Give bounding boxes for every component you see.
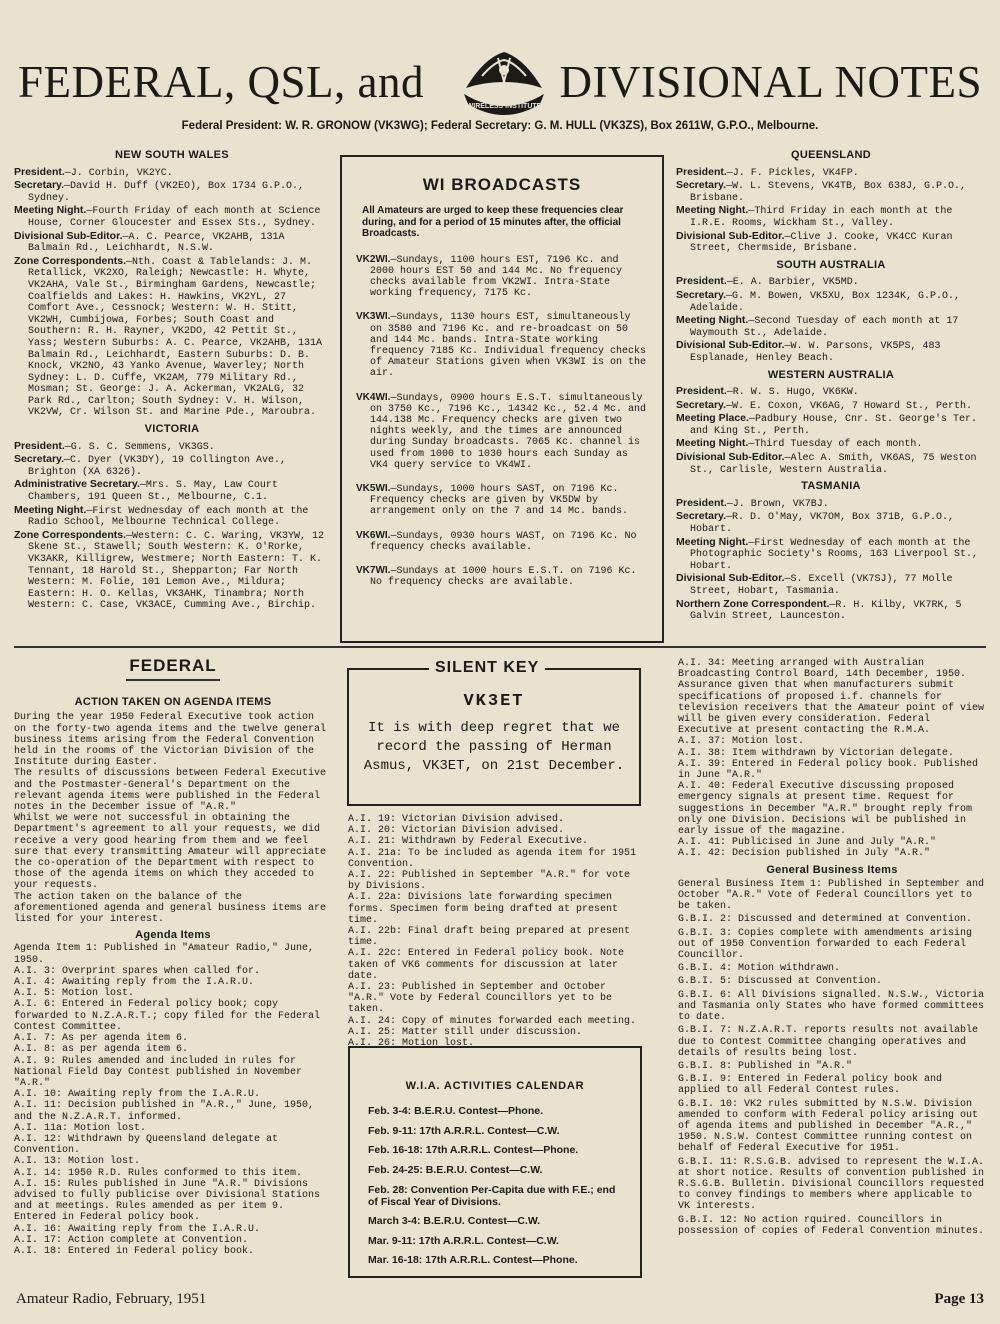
vic-meeting: Meeting Night.—First Wednesday of each month at the Radio School, Melbourne Technical College. bbox=[14, 503, 309, 529]
gbi-item: General Business Item 1: Published in September and October "A.R." Vote of Federal Councillors yet to be taken. bbox=[678, 878, 985, 913]
gbi-item: G.B.I. 4: Motion withdrawn. bbox=[678, 963, 841, 975]
agenda-item: A.I. 16: Awaiting reply from the I.A.R.U. bbox=[14, 1223, 261, 1235]
agenda-item: A.I. 4: Awaiting reply from the I.A.R.U. bbox=[14, 977, 255, 989]
agenda-item: A.I. 12: Withdrawn by Queensland delegate at Convention. bbox=[14, 1133, 279, 1157]
agenda-item: A.I. 22: Published in September "A.R." for vote by Divisions. bbox=[348, 870, 631, 893]
wa-meeting: Meeting Night.—Third Tuesday of each month. bbox=[676, 437, 923, 451]
calendar-title: W.I.A. ACTIVITIES CALENDAR bbox=[405, 1080, 585, 1092]
gbi-item: G.B.I. 6: All Divisions signalled. N.S.W., Victoria and Tasmania only States who have formed committees to date. bbox=[678, 989, 985, 1024]
wi-item: VK6WI.—Sundays, 0930 hours WAST, on 7196 Kc. No frequency checks available. bbox=[356, 529, 637, 553]
masthead-left-title: FEDERAL, QSL, and bbox=[18, 57, 424, 107]
wi-item: VK4WI.—Sundays, 0900 hours E.S.T. simultaneously on 3750 Kc., 7196 Kc., 14342 Kc., 52.4 Mc. and 144.138 Mc. Frequency checks are given two nights weekly, and the times are announced during Sunday broadcasts. 7065 Kc. channel is used from 1000 to 1030 hours each Sunday as VK4 query service to VK4WI. bbox=[356, 391, 647, 471]
gbi-item: G.B.I. 8: Published in "A.R." bbox=[678, 1060, 853, 1072]
gbi-item: G.B.I. 5: Discussed at Convention. bbox=[678, 976, 883, 988]
tas-subeditor: Divisional Sub-Editor.—S. Excell (VK7SJ), 77 Molle Street, Hobart, Tasmania. bbox=[676, 572, 953, 597]
silent-key-box bbox=[347, 659, 641, 806]
federal-title: FEDERAL bbox=[129, 656, 217, 675]
wia-emblem-icon bbox=[454, 48, 554, 120]
gbi-item: G.B.I. 12: No action rquired. Councillors in possession of copies of Federal Convention minutes. bbox=[678, 1214, 985, 1237]
agenda-item: A.I. 23: Published in September and October "A.R." Vote by Federal Councillors yet to be taken. bbox=[348, 982, 613, 1016]
calendar-row: Feb. 16-18: 17th A.R.R.L. Contest—Phone. bbox=[368, 1144, 579, 1156]
agenda-item: A.I. 18: Entered in Federal policy book. bbox=[14, 1245, 255, 1257]
sa-subeditor: Divisional Sub-Editor.—W. W. Parsons, VK5PS, 483 Esplanade, Henley Beach. bbox=[676, 339, 941, 364]
agenda-item: A.I. 40: Federal Executive discussing proposed emergency signals at present time. Request for suggestions in December "A.R." brought reply from only one Division. Decisions wil be published in early issue of the magazine. bbox=[678, 781, 973, 838]
silent-key-callsign: VK3ET bbox=[463, 692, 525, 711]
agenda-heading: Agenda Items bbox=[135, 929, 211, 942]
vic-secretary: Secretary.—C. Dyer (VK3DY), 19 Collington Ave., Brighton (XA 6326). bbox=[14, 453, 287, 478]
agenda-item: A.I. 19: Victorian Division advised. bbox=[348, 814, 565, 825]
federal-officers: Federal President: W. R. GRONOW (VK3WG); Federal Secretary: G. M. HULL (VK3ZS), Box 2611W, G.P.O., Melbourne. bbox=[181, 120, 819, 132]
qld-subeditor: Divisional Sub-Editor.—Clive J. Cooke, VK4CC Kuran Street, Chermside, Brisbane. bbox=[676, 229, 953, 255]
title-underline bbox=[126, 679, 220, 681]
footer-page-number: Page 13 bbox=[934, 1291, 984, 1307]
wa-heading: WESTERN AUSTRALIA bbox=[767, 368, 895, 381]
agenda-item: A.I. 37: Motion lost. bbox=[678, 736, 805, 748]
vic-president: President.—G. S. C. Semmens, VK3GS. bbox=[14, 439, 215, 453]
footer-publication: Amateur Radio, February, 1951 bbox=[16, 1291, 207, 1307]
agenda-item: A.I. 22b: Final draft being prepared at present time. bbox=[348, 926, 631, 949]
wa-subeditor: Divisional Sub-Editor.—Alec A. Smith, VK6AS, 75 Weston St., Carlisle, Western Australia. bbox=[676, 451, 977, 476]
sa-president: President.—E. A. Barbier, VK5MD. bbox=[676, 275, 859, 289]
sa-heading: SOUTH AUSTRALIA bbox=[776, 258, 886, 271]
wi-broadcasts-title: WI BROADCASTS bbox=[422, 175, 582, 194]
gbi-item: G.B.I. 3: Copies complete with amendments arising out of 1950 Convention forwarded to each Federal Councillor. bbox=[678, 927, 973, 962]
middle-agenda-column bbox=[348, 814, 648, 1049]
agenda-item: A.I. 22c: Entered in Federal policy book. Note taken of VK6 comments for discussion at later date. bbox=[348, 948, 625, 982]
agenda-item: A.I. 21: Withdrawn by Federal Executive. bbox=[348, 836, 589, 848]
sa-secretary: Secretary.—G. M. Bowen, VK5XU, Box 1234K, G.P.O., Adelaide. bbox=[676, 288, 961, 314]
vic-zone: Zone Correspondents.—Western: C. C. Waring, VK3YW, 12 Skene St., Stawell; South Western: K. O'Rorke, VK3AKR, Killigrew, Westmere; North Eastern: T. K. Tennant, 18 Harold St., Shepparton; Far North Western: M. Folie, 101 Lemon Ave., Mildura; Eastern: H. O. Kellas, VK3AHK, Tinambra; North Western: C. Case, VK3ACE, Cumming Ave., Birchip. bbox=[14, 528, 325, 612]
nsw-zone: Zone Correspondents.—Nth. Coast & Tablelands: J. M. Retallick, VK2XO, Raleigh; Newcastle: H. Whyte, VK2AHA, Vale St., Birmingham Gardens, Newcastle; Coalfields and Lakes: H. Hawkins, VK2YL, 27 Comfort Ave., Cessnock; Western: W. H. Stitt, VK2WH, Cumbijowa, Forbes; South Coast and Southern: R. H. Rayner, VK2DO, 42 Pettit St., Yass; Western Suburbs: A. C. Pearce, VK2AHB, 131A Balmain Rd., Leichhardt, Eastern Suburbs: D. B. Knock, VK2NO, 43 Yanko Avenue, Waverley; North Sydney: L. D. Cuffe, VK2AM, 779 Military Rd., Mosman; St. George: J. A. Ackerman, VK2ALG, 32 Park Rd., Carlton; South Sydney: V. H. Wilson, VK2VW, Cr. Wilson St. and Marine Pde., Maroubra. bbox=[14, 254, 323, 419]
agenda-item: A.I. 3: Overprint spares when called for. bbox=[14, 965, 261, 977]
tas-president: President.—J. Brown, VK7BJ. bbox=[676, 496, 829, 510]
wi-broadcasts-box bbox=[340, 155, 664, 643]
nsw-heading: NEW SOUTH WALES bbox=[115, 149, 229, 161]
nsw-secretary: Secretary.—David H. Duff (VK2EO), Box 1734 G.P.O., Sydney. bbox=[14, 179, 305, 204]
wi-broadcasts-intro: All Amateurs are urged to keep these frequencies clear during, and for a period of 15 minutes after, the official Broadcasts. bbox=[362, 205, 624, 239]
paragraph: The results of discussions between Federal Executive and the Postmaster-General's Department on the relevant agenda items were published in the Federal notes in the December issue of "A.R." bbox=[14, 768, 327, 814]
svg-text:WIRELESS INSTITUTE: WIRELESS INSTITUTE bbox=[466, 103, 542, 110]
agenda-item: A.I. 10: Awaiting reply from the I.A.R.U. bbox=[14, 1089, 261, 1101]
calendar-row: Feb. 28: Convention Per-Capita due with F.E.; end of Fiscal Year of Divisions. bbox=[368, 1184, 616, 1208]
agenda-item: A.I. 8: as per agenda item 6. bbox=[14, 1044, 189, 1056]
wi-item: VK2WI.—Sundays, 1100 hours EST, 7196 Kc. and 2000 hours EST 50 and 144 Mc. No frequency checks available from VK2WI. Intra-State working frequency, 7175 Kc. bbox=[356, 253, 623, 300]
agenda-item: A.I. 24: Copy of minutes forwarded each meeting. bbox=[348, 1015, 637, 1027]
agenda-item: A.I. 39: Entered in Federal policy book. Published in June "A.R." bbox=[678, 758, 979, 782]
agenda-item: A.I. 34: Meeting arranged with Australian Broadcasting Control Board, 14th December, 1950. Assurance given that when manufacturers submit specifications of proposed i.f. channels for television receivers that the Amateur point of view will be given every consideration. Federal Executive at present contacting the R.M.A. bbox=[678, 658, 985, 737]
gbi-item: G.B.I. 10: VK2 rules submitted by N.S.W. Division amended to conform with Federal policy arising out of agenda items and published in December "A.R.," 1950. N.S.W. Contest Committee running contest on behalf of Federal Executive for 1951. bbox=[678, 1098, 979, 1155]
nsw-subeditor: Divisional Sub-Editor.—A. C. Pearce, VK2AHB, 131A Balmain Rd., Leichhardt, N.S.W. bbox=[14, 229, 285, 255]
agenda-item: A.I. 11a: Motion lost. bbox=[14, 1122, 147, 1134]
paragraph: The action taken on the balance of the aforementioned agenda and general business items are listed for your interest. bbox=[14, 891, 327, 926]
silent-key-text: It is with deep regret that we record the passing of Herman Asmus, VK3ET, on 21st December. bbox=[363, 720, 625, 774]
wi-item: VK5WI.—Sundays, 1000 hours SAST, on 7196 Kc. Frequency checks are given by VK5DW by arrangement only on the 7 and 14 Mc. bands. bbox=[356, 482, 629, 518]
gbi-item: G.B.I. 2: Discussed and determined at Convention. bbox=[678, 914, 973, 926]
agenda-item: A.I. 11: Decision published in "A.R.," June, 1950, and the N.Z.A.R.T. informed. bbox=[14, 1100, 315, 1123]
paragraph: During the year 1950 Federal Executive took action on the forty-two agenda items and the twelve general business items arising from the Federal Convention held in the rooms of the Victorian Division of the Institute during Easter. bbox=[14, 712, 327, 769]
wa-secretary: Secretary.—W. E. Coxon, VK6AG, 7 Howard St., Perth. bbox=[676, 398, 973, 412]
gbi-item: G.B.I. 11: R.S.G.B. advised to represent the W.I.A. at short notice. Results of convention published in R.S.G.B. Bulletin. Divisional Councillors requested to convey findings to members where applicable to VK interests. bbox=[678, 1156, 985, 1213]
agenda-item: A.I. 41: Publicised in June and July "A.R." bbox=[678, 837, 937, 849]
qld-heading: QUEENSLAND bbox=[790, 149, 871, 161]
right-divisions-column bbox=[676, 145, 986, 624]
right-agenda-column bbox=[678, 658, 986, 1239]
gbi-item: G.B.I. 7: N.Z.A.R.T. reports results not available due to Contest Committee changing operatives and details of results being lost. bbox=[678, 1025, 979, 1059]
vic-admin-secretary: Administrative Secretary.—Mrs. S. May, Law Court Chambers, 191 Queen St., Melbourne, C.1. bbox=[14, 478, 278, 504]
tas-northern-zone: Northern Zone Correspondent.—R. H. Kilby, VK7RK, 5 Galvin Street, Launceston. bbox=[676, 597, 962, 623]
left-divisions-column bbox=[14, 145, 330, 613]
agenda-item: A.I. 17: Action complete at Convention. bbox=[14, 1234, 249, 1246]
silent-key-title: SILENT KEY bbox=[429, 659, 545, 677]
agenda-item: A.I. 5: Motion lost. bbox=[14, 988, 135, 1000]
calendar-row: Mar. 16-18: 17th A.R.R.L. Contest—Phone. bbox=[368, 1254, 578, 1266]
agenda-item: A.I. 22a: Divisions late forwarding specimen forms. Specimen form being drafted at present time. bbox=[348, 892, 619, 926]
agenda-item: A.I. 38: Item withdrawn by Victorian delegate. bbox=[678, 747, 955, 759]
wa-meeting-place: Meeting Place.—Padbury House, Cnr. St. George's Ter. and King St., Perth. bbox=[676, 412, 977, 437]
gbi-item: G.B.I. 9: Entered in Federal policy book and applied to all Federal Contest rules. bbox=[678, 1074, 943, 1097]
nsw-meeting: Meeting Night.—Fourth Friday of each month at Science House, Corner Gloucester and Essex Sts., Sydney. bbox=[14, 204, 321, 229]
wi-item: VK3WI.—Sundays, 1130 hours EST, simultaneously on 3580 and 7196 Kc. and re-broadcast on 50 and 144 Mc. bands. Intra-State working frequency 7185 Kc. Individual frequency checks of Amateur Stations given when VK3WI is on the air. bbox=[356, 311, 647, 380]
agenda-item: A.I. 42: Decision published in July "A.R." bbox=[678, 848, 931, 860]
calendar-row: Feb. 24-25: B.E.R.U. Contest—C.W. bbox=[368, 1163, 543, 1176]
agenda-item: A.I. 15: Rules published in June "A.R." Divisions advised to fully publicise over Divisional Stations and at meetings. Rules amended as per item 9. Entered in Federal policy book. bbox=[14, 1178, 321, 1224]
agenda-item: A.I. 26: Motion lost. bbox=[348, 1038, 475, 1050]
tas-heading: TASMANIA bbox=[801, 480, 861, 493]
wa-president: President.—R. W. S. Hugo, VK6KW. bbox=[676, 385, 859, 399]
federal-column bbox=[14, 656, 332, 1257]
qld-president: President.—J. F. Pickles, VK4FP. bbox=[676, 165, 859, 179]
agenda-item: A.I. 14: 1950 R.D. Rules conformed to this item. bbox=[14, 1167, 303, 1179]
calendar-row: March 3-4: B.E.R.U. Contest—C.W. bbox=[368, 1215, 541, 1227]
calendar-row: Mar. 9-11: 17th A.R.R.L. Contest—C.W. bbox=[368, 1234, 559, 1247]
calendar-row: Feb. 9-11: 17th A.R.R.L. Contest—C.W. bbox=[368, 1124, 560, 1137]
section-divider bbox=[14, 646, 986, 648]
calendar-row: Feb. 3-4: B.E.R.U. Contest—Phone. bbox=[368, 1105, 544, 1117]
activities-calendar-box bbox=[348, 1046, 642, 1278]
agenda-item: A.I. 20: Victorian Division advised. bbox=[348, 825, 565, 837]
masthead bbox=[14, 48, 986, 120]
general-business-heading: General Business Items bbox=[766, 863, 898, 876]
wi-item: VK7WI.—Sundays at 1000 hours E.S.T. on 7196 Kc. No frequency checks are available. bbox=[356, 564, 637, 589]
paragraph: Whilst we were not successful in obtaining the Department's agreement to all your requests, we did receive a very good hearing from them and we feel sure that every transmitting Amateur will appreciate the co-operation of the Department with respect to those of the agenda items on which they acceded to your requests. bbox=[14, 813, 327, 892]
vic-heading: VICTORIA bbox=[144, 423, 200, 436]
agenda-item: A.I. 25: Matter still under discussion. bbox=[348, 1026, 583, 1038]
calendar-list bbox=[368, 1102, 628, 1271]
agenda-item: A.I. 21a: To be included as agenda item for 1951 Convention. bbox=[348, 847, 637, 870]
qld-meeting: Meeting Night.—Third Friday in each month at the I.R.E. Rooms, Wickham St., Valley. bbox=[676, 204, 953, 229]
qld-secretary: Secretary.—W. L. Stevens, VK4TB, Box 638J, G.P.O., Brisbane. bbox=[676, 179, 967, 204]
sa-meeting: Meeting Night.—Second Tuesday of each month at 17 Waymouth St., Adelaide. bbox=[676, 314, 959, 339]
federal-subhead: ACTION TAKEN ON AGENDA ITEMS bbox=[74, 696, 272, 709]
agenda-item: A.I. 7: As per agenda item 6. bbox=[14, 1033, 189, 1045]
nsw-president: President.—J. Corbin, VK2YC. bbox=[14, 165, 173, 179]
agenda-item: A.I. 9: Rules amended and included in rules for National Field Day Contest published in November "A.R." bbox=[14, 1055, 303, 1089]
tas-secretary: Secretary.—R. D. O'May, VK7OM, Box 371B, G.P.O., Hobart. bbox=[676, 510, 955, 536]
agenda-item: A.I. 6: Entered in Federal policy book; copy forwarded to N.Z.A.R.T.; copy filed for the Federal Contest Committee. bbox=[14, 999, 321, 1033]
agenda-item: A.I. 13: Motion lost. bbox=[14, 1156, 141, 1168]
agenda-item: Agenda Item 1: Published in "Amateur Radio," June, 1950. bbox=[14, 943, 315, 966]
tas-meeting: Meeting Night.—First Wednesday of each month at the Photographic Society's Rooms, 163 Liverpool St., Hobart. bbox=[676, 535, 979, 572]
masthead-right-title: DIVISIONAL NOTES bbox=[559, 57, 982, 107]
